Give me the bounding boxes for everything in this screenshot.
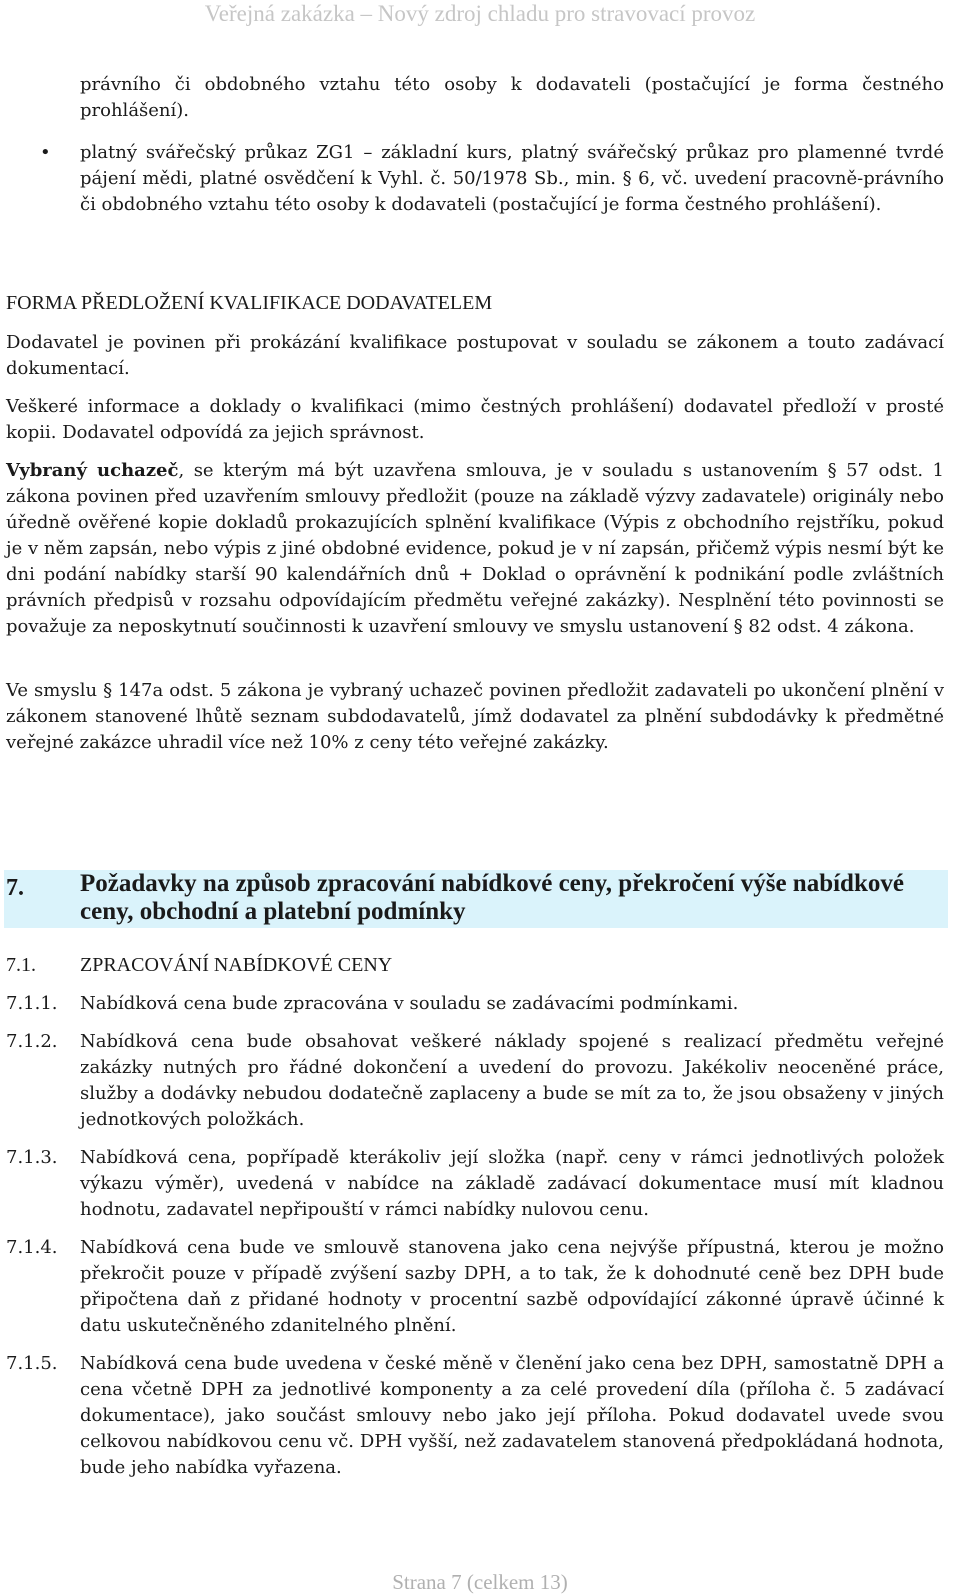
item-text: Nabídková cena bude ve smlouvě stanovena jako cena nejvýše přípustná, kterou je možno překročit pouze v případě zvýšení sazby DPH, a to tak, že k dohodnuté ceně bez DPH bude připočtena daň z přidané hodnoty v procentní sazbě odpovídající zákonné úpravě účinné k datu uskutečněného zdanitelného plnění. [80, 1237, 944, 1336]
section-title: Požadavky na způsob zpracování nabídkové ceny, překročení výše nabídkové ceny, obchodní a platební podmínky [80, 870, 904, 925]
item-text: Nabídková cena bude uvedena v české měně v členění jako cena bez DPH, samostatně DPH a cena včetně DPH za jednotlivé komponenty a za celé provedení díla (příloha č. 5 zadávací dokumentace), jako součást smlouvy nebo jako její příloha. Pokud dodavatel uvede svou celkovou nabídkovou cenu vč. DPH vyšší, než zadavatelem stanovená předpokládaná hodnota, bude jeho nabídka vyřazena. [80, 1353, 944, 1478]
forma-paragraph-3 [6, 458, 944, 640]
subsection-number: 7.1. [6, 954, 36, 976]
item-text: Nabídková cena, popřípadě kterákoliv její složka (např. ceny v rámci jednotlivých položek výkazu výměr), uvedená v nabídce na základě zadávací dokumentace musí mít kladnou hodnotu, zadavatel nepřipouští v rámci nabídky nulovou cenu. [80, 1147, 944, 1220]
forma-heading: FORMA PŘEDLOŽENÍ KVALIFIKACE DODAVATELEM [6, 292, 493, 314]
item-number: 7.1.5. [6, 1353, 58, 1374]
subsection-title: ZPRACOVÁNÍ NABÍDKOVÉ CENY [80, 954, 393, 976]
forma-paragraph-4: Ve smyslu § 147a odst. 5 zákona je vybraný uchazeč povinen předložit zadavateli po ukončení plnění v zákonem stanovené lhůtě seznam subdodavatelů, jímž dodavatel za plnění subdodávky k předmětné veřejné zakázce uhradil více než 10% z ceny této veřejné zakázky. [6, 680, 944, 753]
bullet-icon: • [40, 142, 51, 163]
list-item-welding-certificate: platný svářečský průkaz ZG1 – základní kurs, platný svářečský průkaz pro plamenné tvrdé pájení mědi, platné osvědčení k Vyhl. č. 50/1978 Sb., min. § 6, vč. uvedení pracovně-právního či obdobného vztahu této osoby k dodavateli (postačující je forma čestného prohlášení). [80, 142, 944, 215]
page-footer: Strana 7 (celkem 13) [392, 1570, 568, 1594]
forma-paragraph-2: Veškeré informace a doklady o kvalifikaci (mimo čestných prohlášení) dodavatel předloží v prosté kopii. Dodavatel odpovídá za jejich správnost. [6, 396, 944, 443]
list-item-continuation: právního či obdobného vztahu této osoby k dodavateli (postačující je forma čestného prohlášení). [80, 74, 944, 121]
item-text: Nabídková cena bude obsahovat veškeré náklady spojené s realizací předmětu veřejné zakázky nutných pro řádné dokončení a uvedení do provozu. Jakékoliv neoceněné práce, služby a dodávky nebudou dodatečně zaplaceny a bude se mít za to, že jsou obsaženy v jiných jednotkových položkách. [80, 1031, 944, 1130]
forma-paragraph-1: Dodavatel je povinen při prokázání kvalifikace postupovat v souladu se zákonem a touto zadávací dokumentací. [6, 332, 944, 379]
selected-bidder-label: Vybraný uchazeč [6, 460, 179, 481]
running-header: Veřejná zakázka – Nový zdroj chladu pro stravovací provoz [204, 1, 756, 26]
item-number: 7.1.3. [6, 1147, 58, 1168]
section-number: 7. [6, 875, 24, 901]
forma-paragraph-3-text: , se kterým má být uzavřena smlouva, je v souladu s ustanovením § 57 odst. 1 zákona povinen před uzavřením smlouvy předložit (pouze na základě výzvy zadavatele) originály nebo úředně ověřené kopie dokladů prokazujících splnění kvalifikace (Výpis z obchodního rejstříku, pokud je v něm zapsán, nebo výpis z jiné obdobné evidence, pokud je v ní zapsán, přičemž výpis nesmí být ke dni podání nabídky starší 90 kalendářních dnů + Doklad o oprávnění k podnikání podle zvláštních právních předpisů v rozsahu odpovídajícím předmětu veřejné zakázky). Nesplnění této povinnosti se považuje za neposkytnutí součinnosti k uzavření smlouvy ve smyslu ustanovení § 82 odst. 4 zákona. [6, 460, 945, 637]
item-number: 7.1.2. [6, 1031, 58, 1052]
item-number: 7.1.1. [6, 993, 58, 1014]
item-text: Nabídková cena bude zpracována v souladu se zadávacími podmínkami. [80, 993, 739, 1014]
item-number: 7.1.4. [6, 1237, 58, 1258]
